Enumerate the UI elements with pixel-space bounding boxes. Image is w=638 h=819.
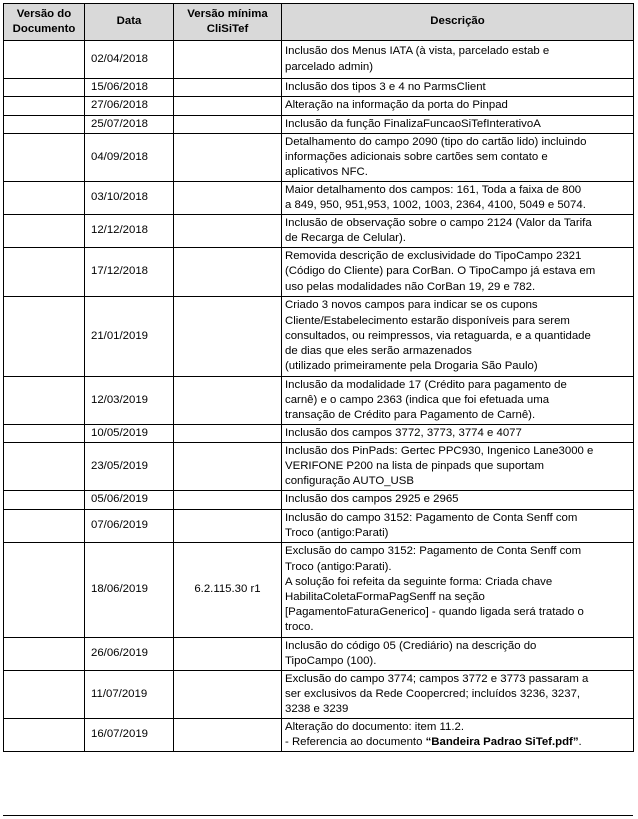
cell-descricao [282,182,634,215]
description-line: Removida descrição de exclusividade do TipoCampo 2321 [285,250,582,263]
cell-data: 25/07/2018 [85,116,174,134]
cell-data: 11/07/2019 [85,671,174,719]
table-row [4,79,634,97]
description-line: Inclusão do campo 3152: Pagamento de Conta Senff com [285,511,578,524]
description-text: - Referencia ao documento [285,736,426,748]
cell-versao-minima [174,297,282,377]
cell-data: 10/05/2019 [85,425,174,443]
table-body [4,41,634,752]
cell-descricao [282,377,634,425]
description-line: Maior detalhamento dos campos: 161, Toda a faixa de 800 [285,183,582,196]
cell-data: 16/07/2019 [85,719,174,752]
description-line: Inclusão de observação sobre o campo 2124 (Valor da Tarifa [285,216,592,229]
cell-versao-documento [4,638,85,671]
table-row [4,443,634,491]
table-row [4,719,634,752]
cell-versao-documento [4,719,85,752]
cell-versao-minima [174,116,282,134]
cell-versao-minima [174,97,282,116]
table-row [4,543,634,638]
table-row [4,377,634,425]
cell-versao-minima [174,41,282,79]
description-line: consultados, ou reimpressos, via retaguarda, e a quantidade [285,329,591,342]
description-line: Detalhamento do campo 2090 (tipo do cartão lido) incluindo [285,135,587,148]
cell-descricao [282,671,634,719]
cell-data: 18/06/2019 [85,543,174,638]
description-line: uso pelas modalidades não CorBan 19, 29 e 782. [285,280,536,293]
description-line: (Código do Cliente) para CorBan. O TipoCampo já estava em [285,265,596,278]
cell-versao-documento [4,97,85,116]
cell-descricao [282,543,634,638]
table-row [4,215,634,248]
cell-versao-documento [4,116,85,134]
cell-descricao [282,79,634,97]
description-line: VERIFONE P200 na lista de pinpads que suportam [285,459,544,472]
cell-descricao [282,491,634,510]
cell-versao-documento [4,134,85,182]
description-line: [PagamentoFaturaGenerico] - quando ligada será tratado o [285,606,584,619]
cell-descricao [282,97,634,116]
description-line: parcelado admin) [285,60,374,73]
cell-data: 12/12/2018 [85,215,174,248]
cell-versao-documento [4,543,85,638]
cell-versao-documento [4,182,85,215]
description-line: ser exclusivos da Rede Coopercred; incluídos 3236, 3237, [285,687,581,700]
cell-descricao [282,134,634,182]
cell-versao-documento [4,79,85,97]
cell-versao-minima [174,215,282,248]
cell-descricao [282,719,634,752]
description-text: . [578,736,582,748]
cell-data: 12/03/2019 [85,377,174,425]
cell-versao-documento [4,443,85,491]
cell-descricao [282,215,634,248]
cell-versao-documento [4,425,85,443]
description-line: Inclusão dos Menus IATA (à vista, parcelado estab e [285,45,550,58]
description-line: a 849, 950, 951,953, 1002, 1003, 2364, 4100, 5049 e 5074. [285,199,586,211]
description-line: (utilizado primeiramente pela Drogaria São Paulo) [285,360,538,373]
description-line: Inclusão dos PinPads: Gertec PPC930, Ingenico Lane3000 e [285,444,594,457]
description-line: A solução foi refeita da seguinte forma: Criada chave [285,575,553,588]
table-row [4,297,634,377]
cell-data: 04/09/2018 [85,134,174,182]
description-line: troco. [285,621,314,634]
header-versao-documento: Versão do Documento [4,4,85,41]
revision-history-table [3,3,634,752]
description-line: Alteração do documento: item 11.2. [285,720,464,733]
cell-versao-minima [174,425,282,443]
cell-versao-documento [4,248,85,297]
description-line: Inclusão dos tipos 3 e 4 no ParmsClient [285,80,486,93]
cell-descricao [282,443,634,491]
cell-versao-minima [174,671,282,719]
description-line: Inclusão do código 05 (Crediário) na descrição do [285,639,537,652]
description-line: Inclusão da função FinalizaFuncaoSiTefInterativoA [285,117,541,130]
cell-versao-minima [174,182,282,215]
cell-data: 21/01/2019 [85,297,174,377]
cell-versao-minima [174,638,282,671]
table-row [4,638,634,671]
cell-descricao [282,248,634,297]
description-line: 3238 e 3239 [285,703,349,716]
cell-descricao [282,116,634,134]
description-line: Cliente/Estabelecimento estarão disponíveis para serem [285,314,570,327]
cell-data: 02/04/2018 [85,41,174,79]
description-line: aplicativos NFC. [285,166,368,179]
description-line: Criado 3 novos campos para indicar se os cupons [285,299,538,312]
table-row [4,97,634,116]
table-row [4,671,634,719]
description-line: de dias que eles serão armazenados [285,345,472,358]
cell-versao-minima [174,134,282,182]
cell-versao-documento [4,215,85,248]
description-line: TipoCampo (100). [285,655,377,667]
cell-versao-minima [174,248,282,297]
description-line: HabilitaColetaFormaPagSenff na seção [285,591,485,603]
description-line: informações adicionais sobre cartões sem contato e [285,150,548,163]
table-row [4,425,634,443]
cell-versao-minima [174,491,282,510]
cell-versao-minima [174,510,282,543]
description-line: Exclusão do campo 3152: Pagamento de Conta Senff com [285,545,582,558]
description-line: Exclusão do campo 3774; campos 3772 e 3773 passaram a [285,672,589,685]
description-line [285,735,630,750]
description-line: Alteração na informação da porta do Pinpad [285,99,508,112]
cell-descricao [282,41,634,79]
cell-data: 26/06/2019 [85,638,174,671]
cell-data: 03/10/2018 [85,182,174,215]
cell-versao-minima [174,719,282,752]
description-line: Inclusão dos campos 2925 e 2965 [285,493,459,506]
description-line: carnê) e o campo 2363 (indica que foi efetuada uma [285,393,550,406]
table-row [4,510,634,543]
cell-versao-documento [4,671,85,719]
cell-data: 07/06/2019 [85,510,174,543]
cell-versao-documento [4,377,85,425]
table-row [4,41,634,79]
description-line: Troco (antigo:Parati) [285,527,389,539]
cell-versao-documento [4,41,85,79]
description-line: transação de Crédito para Pagamento de Carnê). [285,409,536,422]
cell-data: 17/12/2018 [85,248,174,297]
description-line: de Recarga de Celular). [285,232,406,244]
page-bottom-rule [3,815,633,816]
cell-versao-minima [174,443,282,491]
cell-versao-minima [174,79,282,97]
cell-descricao [282,297,634,377]
cell-versao-documento [4,297,85,377]
table-row [4,491,634,510]
description-line: configuração AUTO_USB [285,475,414,488]
cell-data: 27/06/2018 [85,97,174,116]
cell-descricao [282,510,634,543]
cell-versao-minima: 6.2.115.30 r1 [174,543,282,638]
cell-versao-minima [174,377,282,425]
description-line: Inclusão dos campos 3772, 3773, 3774 e 4077 [285,426,522,439]
header-row [4,4,634,41]
description-line: Inclusão da modalidade 17 (Crédito para pagamento de [285,378,567,391]
description-line: Troco (antigo:Parati). [285,560,392,573]
cell-data: 05/06/2019 [85,491,174,510]
table-row [4,116,634,134]
document-reference: “Bandeira Padrao SiTef.pdf” [425,736,579,748]
cell-versao-documento [4,510,85,543]
header-descricao: Descrição [282,4,634,41]
table-row [4,134,634,182]
cell-descricao [282,638,634,671]
table-row [4,248,634,297]
cell-versao-documento [4,491,85,510]
header-versao-minima: Versão mínima CliSiTef [174,4,282,41]
cell-data: 23/05/2019 [85,443,174,491]
table-row [4,182,634,215]
header-data: Data [85,4,174,41]
cell-data: 15/06/2018 [85,79,174,97]
cell-descricao [282,425,634,443]
